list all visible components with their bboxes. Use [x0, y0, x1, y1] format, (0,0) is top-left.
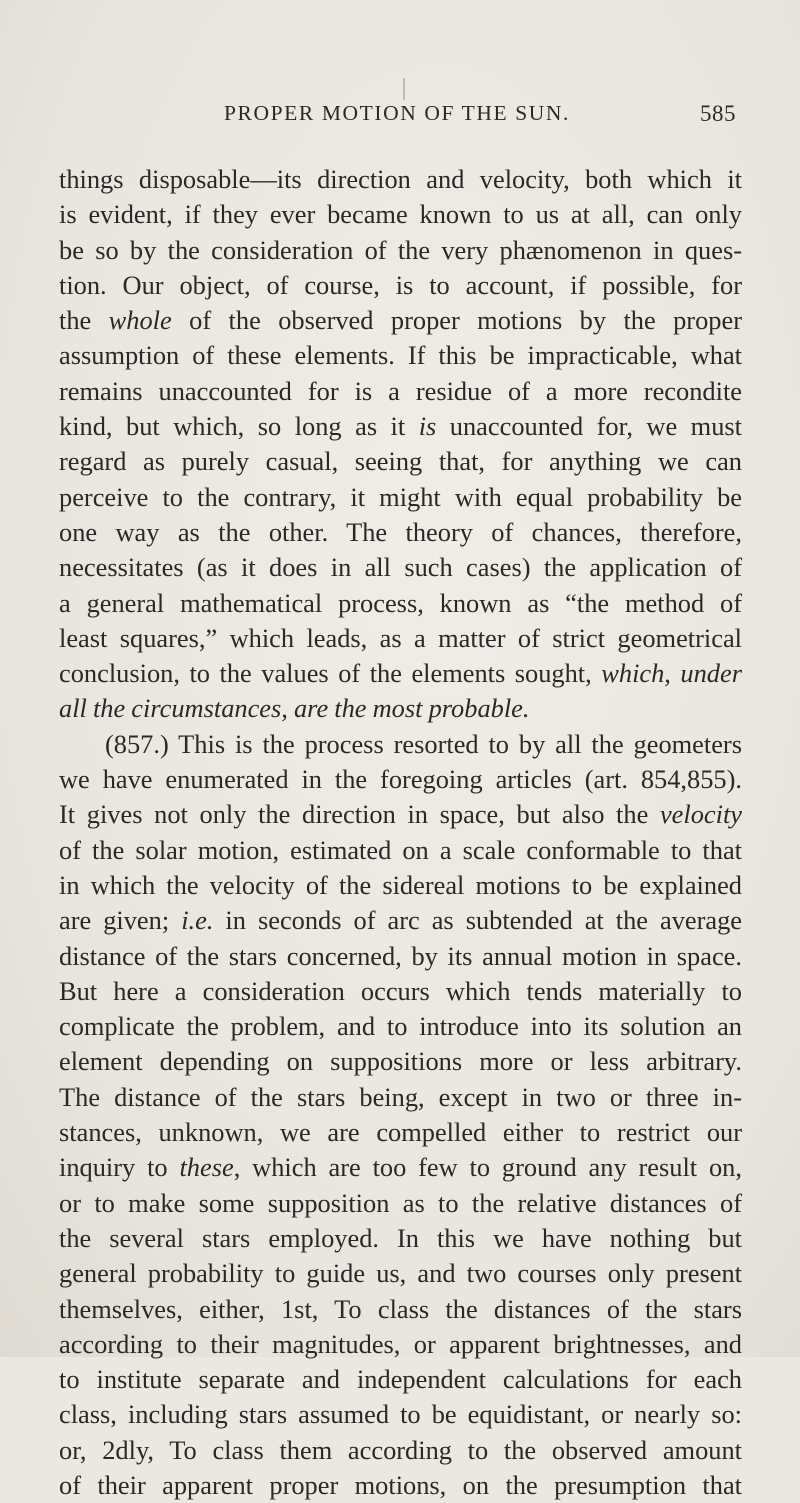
text-line: kind, but which, so long as it is unaccounted for, we must [59, 411, 742, 442]
text-line: tion. Our object, of course, is to account, if possible, for [59, 269, 742, 300]
text-line: The distance of the stars being, except in two or three in- [59, 1081, 742, 1112]
text-line: to institute separate and independent calculations for each [59, 1364, 742, 1395]
text-line: conclusion, to the values of the elements sought, which, under [59, 658, 742, 689]
text-line: class, including stars assumed to be equidistant, or nearly so: [59, 1399, 742, 1430]
text-line: inquiry to these, which are too few to ground any result on, [59, 1152, 742, 1183]
text-line: the whole of the observed proper motions by the proper [59, 305, 742, 336]
text-line: regard as purely casual, seeing that, for anything we can [59, 446, 742, 477]
text-line: distance of the stars concerned, by its annual motion in space. [59, 940, 742, 971]
text-line: the several stars employed. In this we have nothing but [59, 1222, 742, 1253]
text-line: all the circumstances, are the most probable. [59, 693, 530, 724]
body-text [59, 162, 742, 1503]
running-head [0, 101, 800, 135]
running-title: PROPER MOTION OF THE SUN. [224, 101, 571, 125]
text-line: necessitates (as it does in all such cases) the application of [59, 552, 742, 583]
text-line: a general mathematical process, known as “the method of [59, 587, 742, 618]
text-line: of their apparent proper motions, on the presumption that [59, 1469, 742, 1500]
text-line: But here a consideration occurs which tends materially to [59, 975, 742, 1006]
text-line: complicate the problem, and to introduce into its solution an [59, 1011, 742, 1042]
text-line: element depending on suppositions more or less arbitrary. [59, 1046, 742, 1077]
text-line: least squares,” which leads, as a matter of strict geometrical [59, 622, 742, 653]
text-line: or to make some supposition as to the relative distances of [59, 1187, 742, 1218]
text-line: things disposable—its direction and velocity, both which it [59, 164, 742, 194]
text-line: perceive to the contrary, it might with equal probability be [59, 481, 742, 512]
text-line: are given; i.e. in seconds of arc as subtended at the average [59, 905, 743, 936]
text-line: assumption of these elements. If this be impracticable, what [59, 340, 742, 371]
text-line: of the solar motion, estimated on a scale conformable to that [59, 834, 742, 865]
text-line: themselves, either, 1st, To class the distances of the stars [59, 1293, 742, 1324]
text-line: in which the velocity of the sidereal motions to be explained [59, 869, 742, 900]
text-line: according to their magnitudes, or apparent brightnesses, and [59, 1328, 742, 1359]
page-number: 585 [700, 101, 736, 126]
text-line: remains unaccounted for is a residue of a more recondite [59, 375, 742, 406]
text-line: or, 2dly, To class them according to the observed amount [59, 1434, 742, 1465]
page-edge-mark [403, 78, 405, 100]
text-line: (857.) This is the process resorted to by all the geometers [105, 728, 742, 759]
text-line: be so by the consideration of the very phænomenon in ques- [59, 234, 742, 265]
text-line: we have enumerated in the foregoing articles (art. 854,855). [59, 764, 742, 795]
text-line: is evident, if they ever became known to us at all, can only [59, 199, 742, 230]
text-line: It gives not only the direction in space, but also the velocity [59, 799, 742, 830]
text-line: stances, unknown, we are compelled either to restrict our [59, 1117, 742, 1148]
text-line: general probability to guide us, and two courses only present [59, 1258, 742, 1289]
text-line: one way as the other. The theory of chances, therefore, [59, 516, 742, 547]
